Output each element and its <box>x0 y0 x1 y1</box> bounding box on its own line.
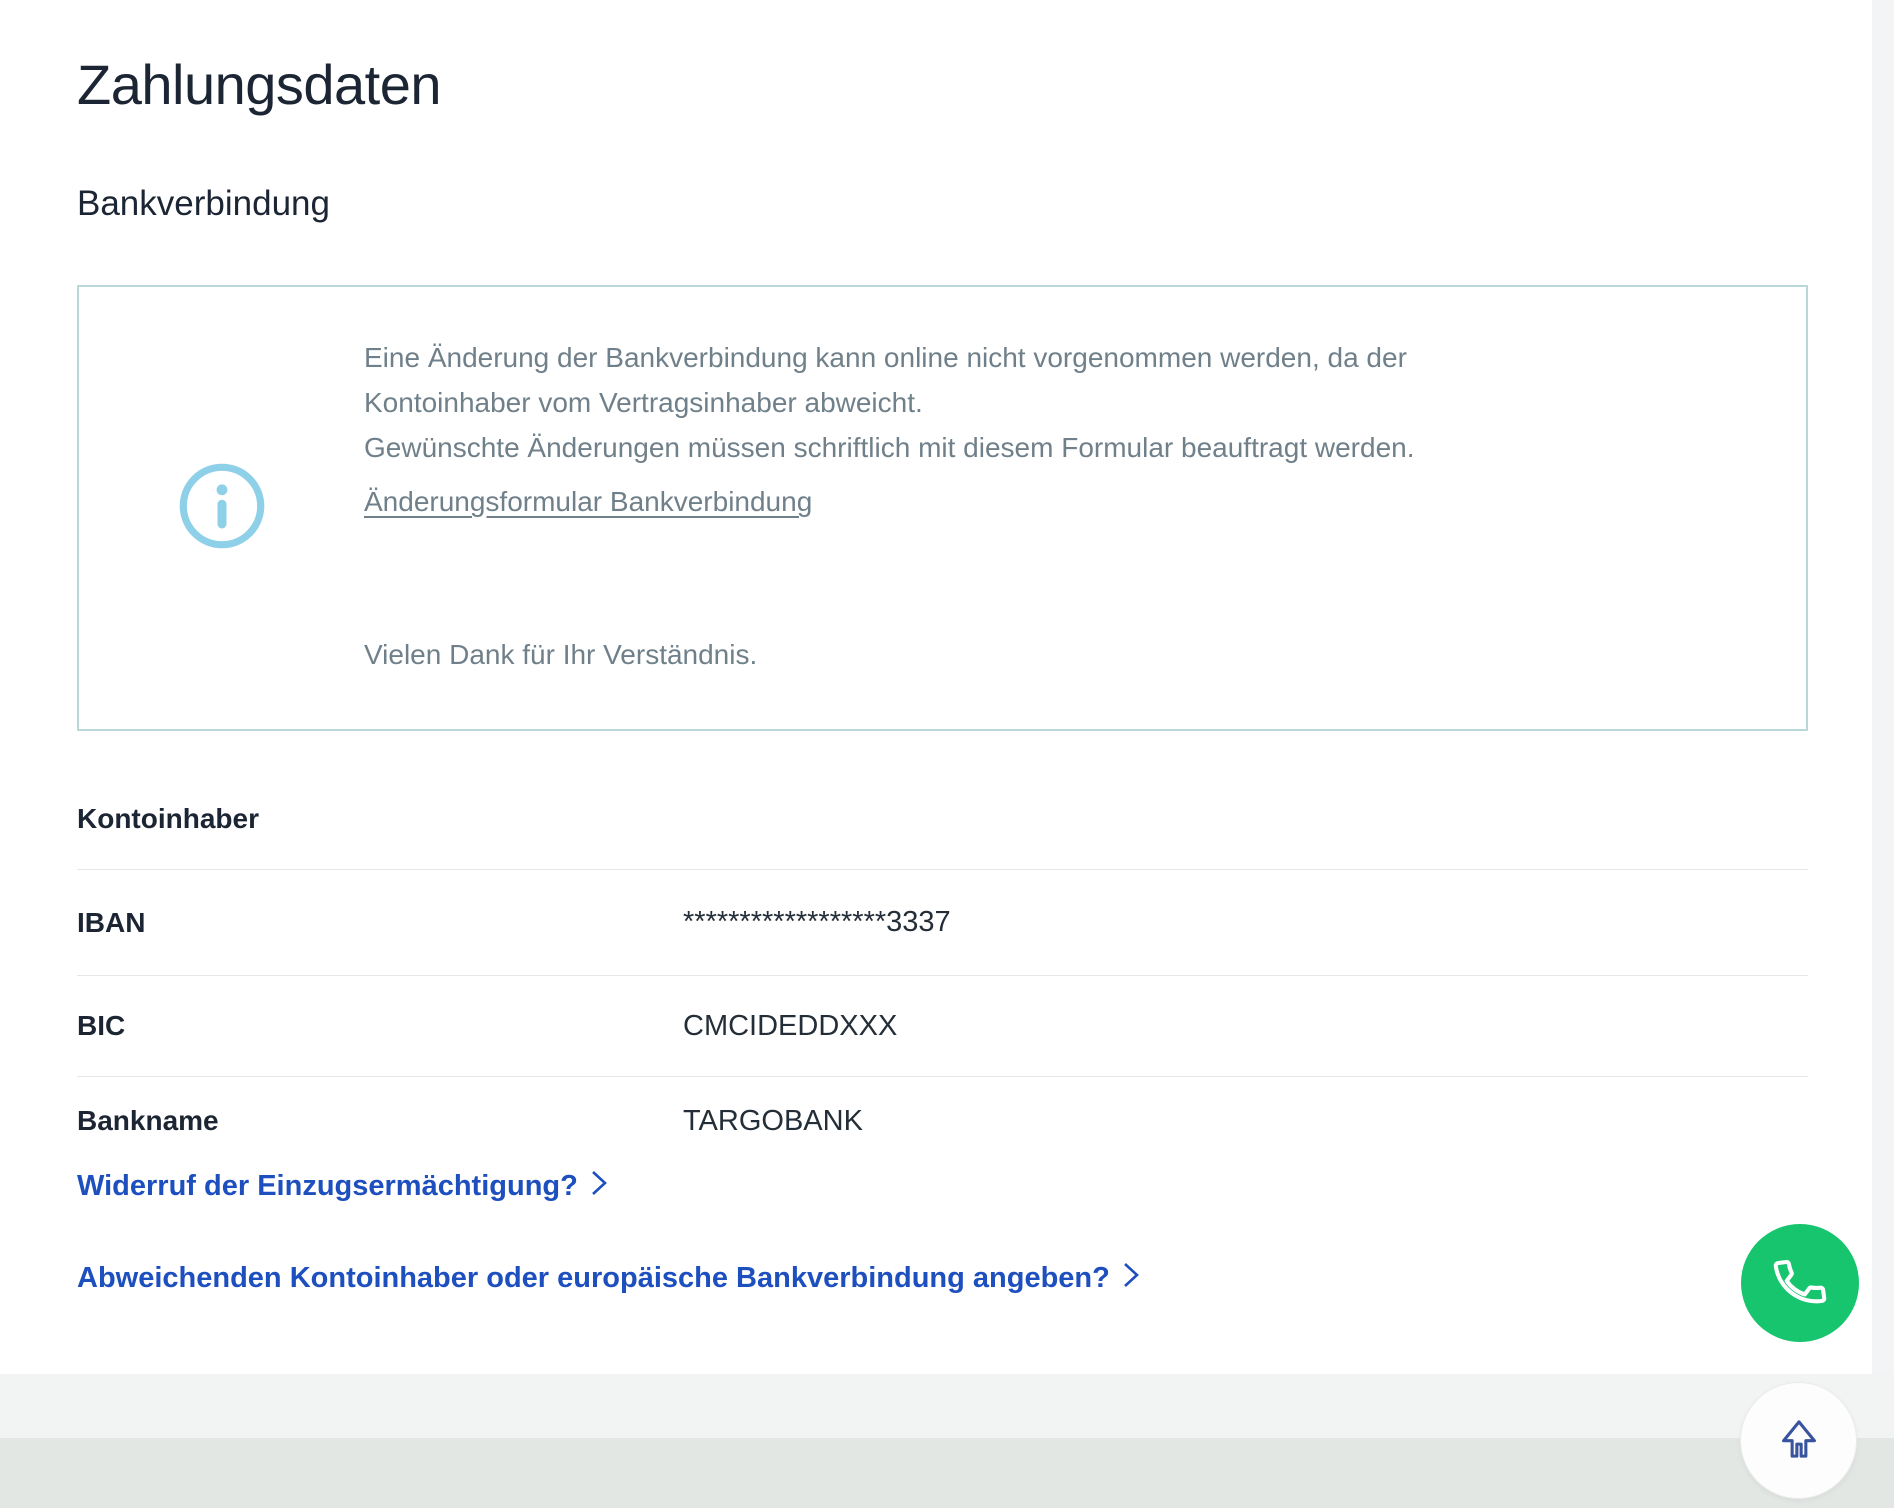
scroll-to-top-button[interactable] <box>1740 1382 1857 1499</box>
bank-change-info-box <box>77 285 1808 731</box>
info-thanks-text: Vielen Dank für Ihr Verständnis. <box>364 639 758 670</box>
chevron-right-icon <box>1122 1260 1140 1298</box>
abweichender-kontoinhaber-link[interactable] <box>77 1258 1140 1298</box>
widerruf-link-label: Widerruf der Einzugsermächtigung? <box>77 1169 578 1202</box>
iban-value: ******************3337 <box>683 906 951 938</box>
change-form-link[interactable]: Änderungsformular Bankverbindung <box>364 486 813 517</box>
bankname-value: TARGOBANK <box>683 1104 863 1137</box>
info-text-line: Kontoinhaber vom Vertragsinhaber abweicht. <box>364 387 923 418</box>
field-row-bic <box>77 976 1808 1077</box>
section-title: Bankverbindung <box>77 184 330 223</box>
info-text-line: Gewünschte Änderungen müssen schriftlich mit diesem Formular beauftragt werden. <box>364 432 1415 463</box>
arrow-up-icon <box>1775 1415 1823 1466</box>
info-icon-column <box>79 287 364 729</box>
chevron-right-icon <box>590 1168 608 1206</box>
footer-band-light <box>0 1374 1894 1438</box>
phone-icon <box>1771 1253 1829 1314</box>
info-text-line: Eine Änderung der Bankverbindung kann online nicht vorgenommen werden, da der <box>364 342 1407 373</box>
bic-label: BIC <box>77 1010 126 1041</box>
info-text-block <box>364 287 1415 729</box>
footer-band-dark <box>0 1438 1894 1508</box>
bic-value: CMCIDEDDXXX <box>683 1009 898 1042</box>
field-row-bankname <box>77 1077 1808 1165</box>
iban-label: IBAN <box>77 906 146 938</box>
page-title: Zahlungsdaten <box>77 53 442 116</box>
scrollbar-track[interactable] <box>1872 0 1894 1508</box>
info-icon <box>177 461 267 556</box>
bank-details-list <box>77 795 1808 1165</box>
widerruf-link[interactable] <box>77 1166 608 1206</box>
field-row-iban <box>77 870 1808 976</box>
kontoinhaber-label: Kontoinhaber <box>77 803 259 834</box>
phone-contact-button[interactable] <box>1741 1224 1859 1342</box>
bankname-label: Bankname <box>77 1105 219 1136</box>
abweichender-kontoinhaber-link-label: Abweichenden Kontoinhaber oder europäische Bankverbindung angeben? <box>77 1261 1110 1294</box>
field-row-kontoinhaber <box>77 795 1808 870</box>
